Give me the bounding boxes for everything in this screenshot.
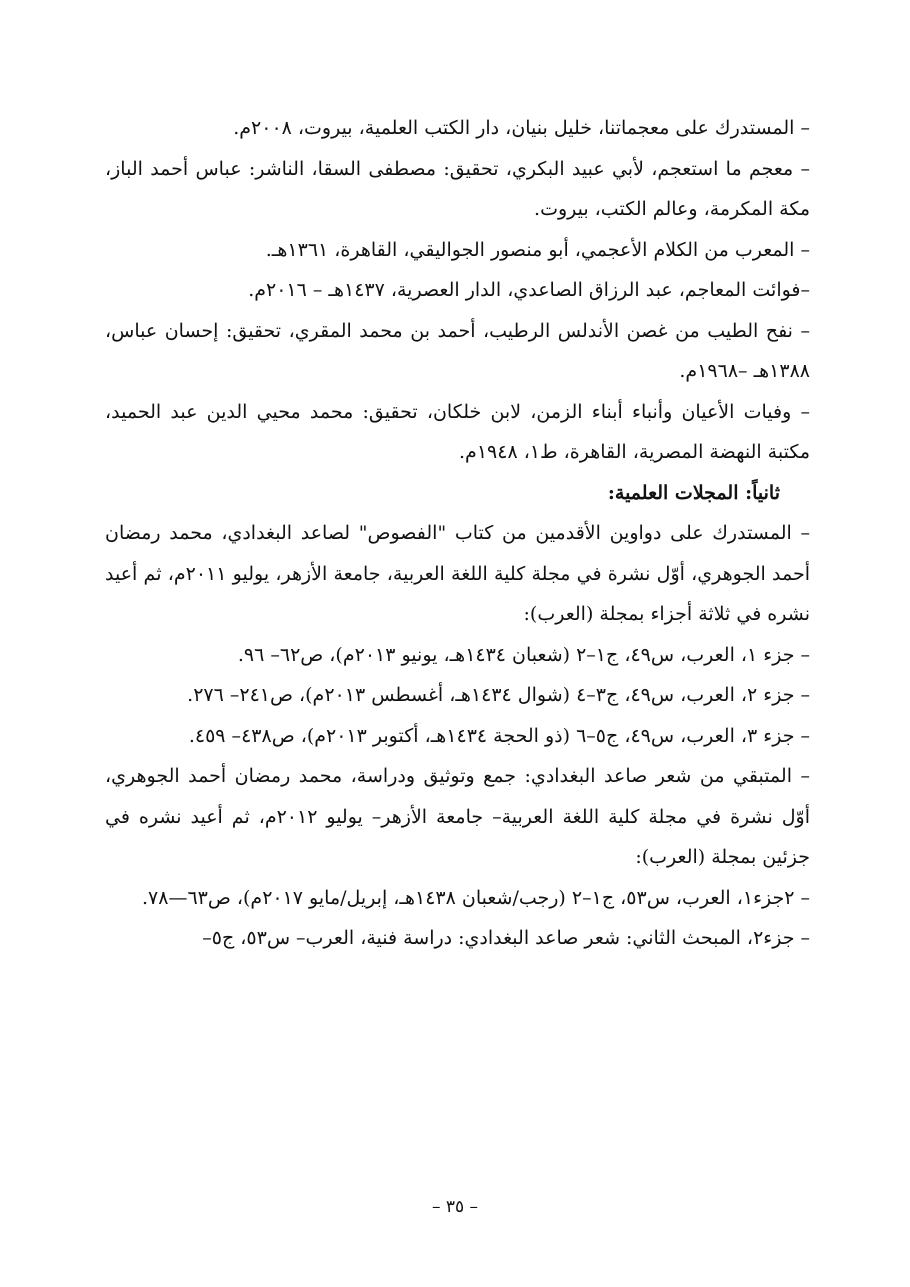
reference-entry-muajam-ma-istajam: – معجم ما استعجم، لأبي عبيد البكري، تحقيق: مصطفى السقا، الناشر: عباس أحمد الباز، مكة المكرمة، وعالم الكتب، بيروت. [105,157,810,220]
reference-entry-part-1-second-series: – ٢جزء١، العرب، س٥٣، ج١–٢ (رجب/شعبان ١٤٣٨هـ، إبريل/مايو ٢٠١٧م)، ص٦٣—٧٨. [141,886,810,909]
reference-entry-mustadrak-dawawin: – المستدرك على دواوين الأقدمين من كتاب "الفصوص" لصاعد البغدادي، محمد رمضان أحمد الجوهري، أوّل نشرة في مجلة كلية اللغة العربية، جامعة الأزهر، يوليو ٢٠١١م، ثم أعيد نشره في ثلاثة أجزاء بمجلة (العرب): [105,522,810,625]
reference-entry-nafh-al-tib: – نفح الطيب من غصن الأندلس الرطيب، أحمد بن محمد المقري، تحقيق: إحسان عباس، ١٣٨٨هـ –١٩٦٨م. [105,319,810,382]
reference-entry-al-mutabaqqi: – المتبقي من شعر صاعد البغدادي: جمع وتوثيق ودراسة، محمد رمضان أحمد الجوهري، أوّل نشرة في مجلة كلية اللغة العربية– جامعة الأزهر– يوليو ٢٠١٢م، ثم أعيد نشره في جزئين بمجلة (العرب): [105,765,810,868]
reference-entry-wafayat-al-ayan: – وفيات الأعيان وأنباء أبناء الزمن، لابن خلكان، تحقيق: محمد محيي الدين عبد الحميد، مكتبة النهضة المصرية، القاهرة، ط١، ١٩٤٨م. [105,400,810,463]
reference-entry-part-2: – جزء ٢، العرب، س٤٩، ج٣–٤ (شوال ١٤٣٤هـ، أغسطس ٢٠١٣م)، ص٢٤١– ٢٧٦. [187,684,810,706]
document-page-body [105,108,810,959]
reference-entry-part-2-second-series: – جزء٢، المبحث الثاني: شعر صاعد البغدادي: دراسة فنية، العرب– س٥٣، ج٥– [202,927,810,949]
reference-entry-mustadrak-muajamatina: – المستدرك على معجماتنا، خليل بنيان، دار الكتب العلمية، بيروت، ٢٠٠٨م. [233,117,810,139]
section-heading-scientific-journals: ثانياً: المجلات العلمية: [607,481,780,504]
reference-entry-part-1: – جزء ١، العرب، س٤٩، ج١–٢ (شعبان ١٤٣٤هـ، يونيو ٢٠١٣م)، ص٦٢– ٩٦. [237,643,810,666]
reference-entry-fawait-al-maajim: –فوائت المعاجم، عبد الرزاق الصاعدي، الدار العصرية، ١٤٣٧هـ – ٢٠١٦م. [248,279,810,301]
page-number: – ٣٥ – [431,1197,479,1217]
reference-entry-al-muarrab: – المعرب من الكلام الأعجمي، أبو منصور الجواليقي، القاهرة، ١٣٦١هـ. [265,238,810,261]
reference-entry-part-3: – جزء ٣، العرب، س٤٩، ج٥–٦ (ذو الحجة ١٤٣٤هـ، أكتوبر ٢٠١٣م)، ص٤٣٨– ٤٥٩. [188,724,810,747]
